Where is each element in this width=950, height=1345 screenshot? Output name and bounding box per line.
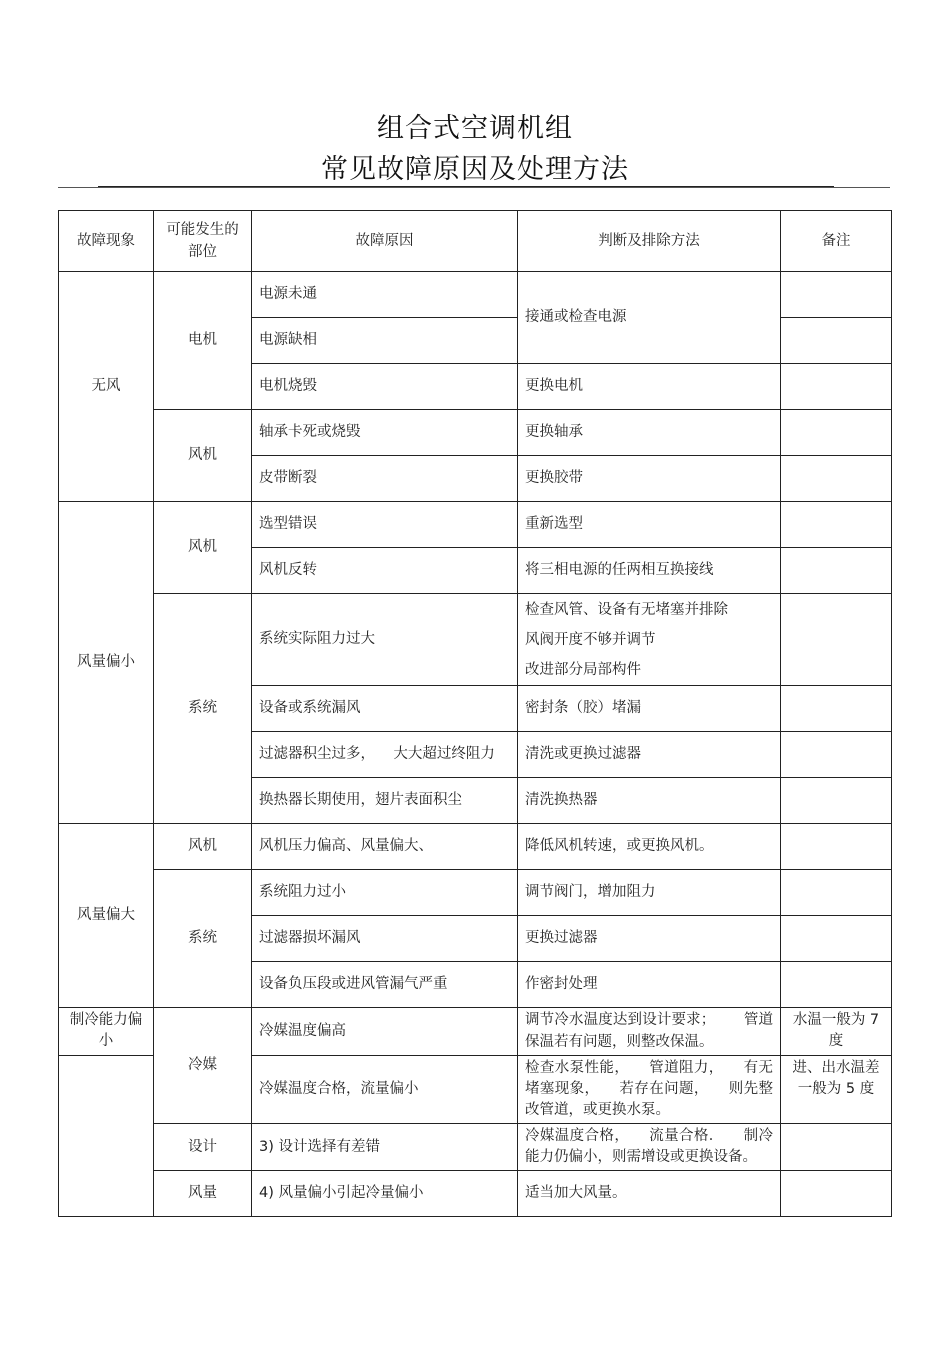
note-cell xyxy=(781,272,892,318)
note-cell xyxy=(781,594,892,686)
location-cell: 风量 xyxy=(154,1171,252,1217)
fault-table xyxy=(58,210,892,1217)
table-row xyxy=(59,502,892,548)
cause-cell: 轴承卡死或烧毁 xyxy=(252,410,518,456)
note-cell: 进、出水温差一般为 5 度 xyxy=(781,1056,892,1124)
method-cell: 更换过滤器 xyxy=(518,916,781,962)
header-location: 可能发生的部位 xyxy=(154,211,252,272)
location-cell: 风机 xyxy=(154,410,252,502)
location-cell: 系统 xyxy=(154,594,252,824)
note-cell xyxy=(781,778,892,824)
document-title: 组合式空调机组 xyxy=(377,113,573,144)
phenomenon-cell: 风量偏小 xyxy=(59,502,154,824)
header-method: 判断及排除方法 xyxy=(518,211,781,272)
method-cell: 更换轴承 xyxy=(518,410,781,456)
note-cell xyxy=(781,456,892,502)
location-cell: 风机 xyxy=(154,824,252,870)
table-row xyxy=(59,1124,892,1171)
method-cell: 适当加大风量。 xyxy=(518,1171,781,1217)
header-cause: 故障原因 xyxy=(252,211,518,272)
cause-cell: 冷媒温度合格，流量偏小 xyxy=(252,1056,518,1124)
note-cell xyxy=(781,686,892,732)
table-row xyxy=(59,1171,892,1217)
note-cell xyxy=(781,548,892,594)
method-cell: 更换电机 xyxy=(518,364,781,410)
phenomenon-cell: 制冷能力偏小 xyxy=(59,1008,154,1056)
note-cell xyxy=(781,318,892,364)
title-underline xyxy=(58,187,890,188)
method-cell: 作密封处理 xyxy=(518,962,781,1008)
cause-cell: 4) 风量偏小引起冷量偏小 xyxy=(252,1171,518,1217)
header-row xyxy=(59,211,892,272)
method-cell xyxy=(518,594,781,686)
note-cell xyxy=(781,410,892,456)
method-cell: 密封条（胶）堵漏 xyxy=(518,686,781,732)
method-cell: 调节冷水温度达到设计要求； 管道保温若有问题，则整改保温。 xyxy=(518,1008,781,1056)
table-row xyxy=(59,410,892,456)
cause-cell: 电机烧毁 xyxy=(252,364,518,410)
cause-cell: 电源未通 xyxy=(252,272,518,318)
method-cell: 检查水泵性能， 管道阻力， 有无堵塞现象， 若存在问题， 则先整改管道，或更换水泵。 xyxy=(518,1056,781,1124)
note-cell xyxy=(781,962,892,1008)
table-row xyxy=(59,870,892,916)
cause-cell: 电源缺相 xyxy=(252,318,518,364)
note-cell xyxy=(781,870,892,916)
note-cell xyxy=(781,502,892,548)
method-line: 检查风管、设备有无堵塞并排除 xyxy=(525,601,728,618)
table-row xyxy=(59,824,892,870)
cause-cell: 系统阻力过小 xyxy=(252,870,518,916)
cause-cell: 设备或系统漏风 xyxy=(252,686,518,732)
method-cell: 降低风机转速，或更换风机。 xyxy=(518,824,781,870)
cause-cell: 皮带断裂 xyxy=(252,456,518,502)
table-row xyxy=(59,272,892,318)
header-phenomenon: 故障现象 xyxy=(59,211,154,272)
location-cell: 电机 xyxy=(154,272,252,410)
cause-cell: 设备负压段或进风管漏气严重 xyxy=(252,962,518,1008)
location-cell: 冷媒 xyxy=(154,1008,252,1124)
table-row xyxy=(59,1008,892,1056)
note-cell xyxy=(781,364,892,410)
cause-cell: 换热器长期使用，翅片表面积尘 xyxy=(252,778,518,824)
note-cell xyxy=(781,916,892,962)
method-cell: 清洗换热器 xyxy=(518,778,781,824)
phenomenon-cell: 风量偏大 xyxy=(59,824,154,1008)
cause-cell: 3) 设计选择有差错 xyxy=(252,1124,518,1171)
method-cell: 将三相电源的任两相互换接线 xyxy=(518,548,781,594)
cause-cell: 过滤器损坏漏风 xyxy=(252,916,518,962)
note-cell xyxy=(781,1171,892,1217)
method-cell: 更换胶带 xyxy=(518,456,781,502)
method-cell: 调节阀门，增加阻力 xyxy=(518,870,781,916)
method-line: 风阀开度不够并调节 xyxy=(525,631,656,648)
cause-cell: 风机压力偏高、风量偏大、 xyxy=(252,824,518,870)
location-cell: 系统 xyxy=(154,870,252,1008)
location-cell: 设计 xyxy=(154,1124,252,1171)
method-cell: 冷媒温度合格， 流量合格． 制冷能力仍偏小，则需增设或更换设备。 xyxy=(518,1124,781,1171)
header-note: 备注 xyxy=(781,211,892,272)
cause-cell: 选型错误 xyxy=(252,502,518,548)
cause-cell: 风机反转 xyxy=(252,548,518,594)
title-underline-bold xyxy=(98,186,834,187)
note-cell xyxy=(781,732,892,778)
note-cell: 水温一般为 7 度 xyxy=(781,1008,892,1056)
phenomenon-cell-empty xyxy=(59,1056,154,1217)
method-cell: 清洗或更换过滤器 xyxy=(518,732,781,778)
cause-cell: 冷媒温度偏高 xyxy=(252,1008,518,1056)
cause-cell: 过滤器积尘过多， 大大超过终阻力 xyxy=(252,732,518,778)
method-line: 改进部分局部构件 xyxy=(525,661,641,678)
method-cell: 接通或检查电源 xyxy=(518,272,781,364)
table-row xyxy=(59,594,892,686)
cause-cell: 系统实际阻力过大 xyxy=(252,594,518,686)
note-cell xyxy=(781,1124,892,1171)
document-subtitle: 常见故障原因及处理方法 xyxy=(321,154,629,185)
location-cell: 风机 xyxy=(154,502,252,594)
method-cell: 重新选型 xyxy=(518,502,781,548)
note-cell xyxy=(781,824,892,870)
phenomenon-cell: 无风 xyxy=(59,272,154,502)
